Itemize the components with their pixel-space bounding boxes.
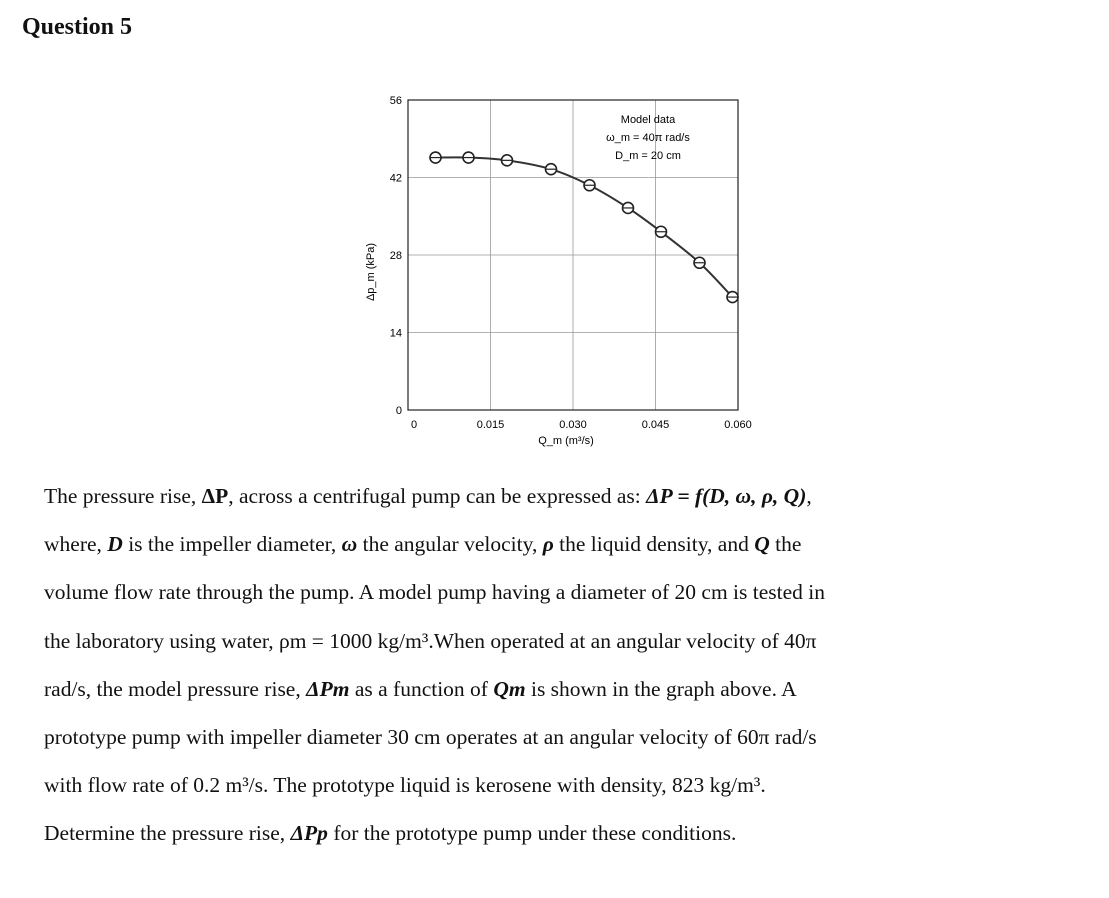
y-tick-label: 42 bbox=[389, 172, 402, 185]
x-tick-label: 0.045 bbox=[641, 419, 670, 431]
line-2: where, D is the impeller diameter, ω the angular velocity, ρ the liquid density, and Q the bbox=[44, 532, 802, 557]
problem-statement bbox=[44, 472, 1080, 858]
line-5: rad/s, the model pressure rise, ΔPm as a function of Qm is shown in the graph above. A bbox=[44, 676, 797, 701]
line-7: with flow rate of 0.2 m³/s. The prototype liquid is kerosene with density, 823 kg/m³. bbox=[44, 773, 766, 798]
x-tick-label: 0.060 bbox=[724, 419, 752, 431]
y-tick-label: 14 bbox=[389, 327, 402, 340]
data-points bbox=[430, 152, 738, 302]
y-tick-label: 56 bbox=[389, 95, 402, 107]
x-tick-label: 0.015 bbox=[476, 419, 505, 431]
annotation-diameter: D_m = 20 cm bbox=[615, 150, 681, 162]
y-axis-label: Δp_m (kPa) bbox=[365, 242, 377, 302]
line-4: the laboratory using water, ρm = 1000 kg/m³.When operated at an angular velocity of 40π bbox=[44, 628, 817, 653]
line-1: The pressure rise, ΔP, across a centrifugal pump can be expressed as: ΔP = f(D, ω, ρ, Q), bbox=[44, 484, 812, 508]
y-tick-labels bbox=[390, 95, 402, 417]
question-heading: Question 5 bbox=[22, 14, 133, 40]
model-data-annotation bbox=[606, 114, 690, 162]
annotation-omega: ω_m = 40π rad/s bbox=[606, 132, 690, 144]
y-tick-label: 28 bbox=[389, 250, 402, 262]
line-8: Determine the pressure rise, ΔPp for the prototype pump under these conditions. bbox=[44, 821, 737, 846]
line-6: prototype pump with impeller diameter 30 cm operates at an angular velocity of 60π rad/s bbox=[44, 725, 817, 750]
line-3: volume flow rate through the pump. A model pump having a diameter of 20 cm is tested in bbox=[44, 580, 826, 605]
pump-performance-chart bbox=[330, 92, 770, 462]
fitted-curve bbox=[436, 157, 733, 297]
x-tick-label: 0 bbox=[410, 419, 418, 431]
chart-grid bbox=[408, 100, 738, 410]
x-tick-labels bbox=[411, 419, 752, 431]
annotation-title: Model data bbox=[620, 114, 676, 126]
x-tick-label: 0.030 bbox=[559, 419, 587, 431]
governing-formula: ΔP = f(D, ω, ρ, Q) bbox=[646, 484, 807, 508]
y-tick-label: 0 bbox=[395, 405, 402, 417]
x-axis-label: Q_m (m³/s) bbox=[538, 435, 594, 447]
